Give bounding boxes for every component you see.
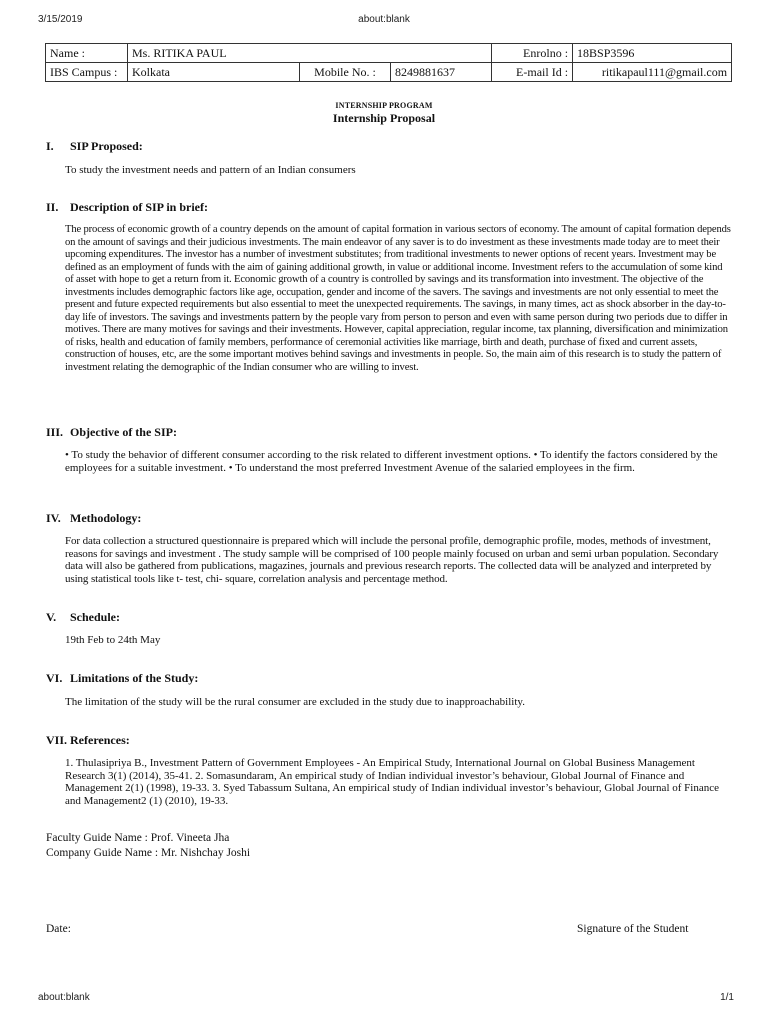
section-number: VI. (46, 671, 63, 685)
faculty-guide-name: Faculty Guide Name : Prof. Vineeta Jha (46, 832, 230, 844)
email-label: E-mail Id : (492, 63, 573, 82)
section-heading (46, 733, 130, 747)
section-body: The limitation of the study will be the rural consumer are excluded in the study due to inapproachability. (65, 696, 525, 708)
section-title: SIP Proposed: (70, 139, 143, 153)
name-value: Ms. RITIKA PAUL (128, 44, 492, 63)
proposal-title: Internship Proposal (332, 111, 436, 125)
name-label: Name : (46, 44, 128, 63)
section-heading (46, 139, 143, 153)
section-body: 19th Feb to 24th May (65, 634, 161, 646)
company-guide-name: Company Guide Name : Mr. Nishchay Joshi (46, 847, 251, 859)
section-number: II. (46, 200, 59, 214)
section-number: I. (46, 139, 54, 153)
enrolno-label: Enrolno : (492, 44, 573, 63)
print-header (0, 14, 768, 30)
section-title: Objective of the SIP: (70, 425, 177, 439)
mobile-value: 8249881637 (391, 63, 492, 82)
section-number: IV. (46, 511, 61, 525)
section-title: Methodology: (70, 511, 142, 525)
section-heading (46, 610, 120, 624)
student-info-row-1 (46, 44, 732, 63)
program-label: INTERNSHIP PROGRAM (335, 101, 433, 110)
page-number: 1/1 (720, 992, 734, 1003)
section-number: V. (46, 610, 57, 624)
section-number: III. (46, 425, 64, 439)
section-heading (46, 200, 208, 214)
print-footer (0, 992, 768, 1008)
student-info-row-2 (46, 63, 732, 82)
section-body: To study the investment needs and pattern of an Indian consumers (65, 164, 356, 176)
section-number: VII. (46, 733, 68, 747)
mobile-label: Mobile No. : (300, 63, 391, 82)
signature-label: Signature of the Student (577, 923, 689, 935)
section-title: Description of SIP in brief: (70, 200, 208, 214)
print-date: 3/15/2019 (38, 14, 83, 25)
section-title: References: (70, 733, 130, 747)
section-body: 1. Thulasipriya B., Investment Pattern of Government Employees - An Empirical Study, International Journal on Global Business Management Research 3(1) (2014), 35-41. 2. Somasundaram, An empirical study of Indian individual investor’s behaviour, Global Journal of Finance and Management 2(1) (1998), 19-33. 3. Syed Tabassum Sultana, An empirical study of Indian individual investor’s behaviour, Global Journal of Finance and Management2 (1) (2010), 19-33. (65, 757, 719, 807)
section-heading (46, 671, 198, 685)
section-body: • To study the behavior of different consumer according to the risk related to different investment options. • To identify the factors considered by the employees for a suitable investment. • To understand the most preferred Investment Avenue of the salaried employees in the firm. (65, 449, 718, 474)
section-title: Schedule: (70, 610, 121, 624)
section-body: For data collection a structured questionnaire is prepared which will include the personal profile, demographic profile, modes, methods of investment, reasons for savings and investment . The study sample will be comprised of 100 people mainly focused on urban and semi urban population. Secondary data will also be gathered from publications, magazines, journals and previous research reports. The collected data will be analyzed and interpreted by using statistical tools like t- test, chi- square, correlation analysis and percentage method. (65, 535, 719, 585)
date-label: Date: (46, 923, 71, 935)
enrolno-value: 18BSP3596 (573, 44, 732, 63)
student-info-table (45, 43, 732, 82)
print-url: about:blank (358, 14, 410, 25)
section-heading (46, 511, 141, 525)
campus-value: Kolkata (128, 63, 300, 82)
section-heading (46, 425, 177, 439)
email-value: ritikapaul111@gmail.com (573, 63, 732, 82)
campus-label: IBS Campus : (46, 63, 128, 82)
section-title: Limitations of the Study: (70, 671, 199, 685)
footer-url: about:blank (38, 992, 90, 1003)
section-body: The process of economic growth of a country depends on the amount of capital formation in various sectors of economy. The amount of capital formation depends on the amount of savings and their judicious investments. The main endeavor of any saver is to do investment as these investments made today are to meet their upcoming expenditures. The investor has a number of investment substitutes; from traditional investments to newer options of recent years. Investment may be defined as an employment of funds with the aim of gaining additional growth, in value or additional income. Investment refers to the accumulation of some kind of asset with hope to get a return from it. Economic growth of a country is controlled by savings and its transformation into investment. The objective of the investments includes demographic factors like age, occupation, gender and income of the savers. The savings and investments are not only essential to meet the present and future expected requirements but also essential to meet the unexpected requirements. The savings, in many times, act as shock absorber in the day-to-day life of investors. The savings and investments pattern by the people vary from person to person and even with same person during two periods due to differ in motives. There are many motives for savings and their investments. However, capital appreciation, regular income, tax planning, diversification and minimization of risks, health and education of family members, performance of ceremonial activities like marriage, birth and death, purchase of fixed and current assets, construction of houses, etc, are the some important motives behind savings and investments in people. So, the main aim of this research is to study the pattern of investment relating the demographic of the Indian consumer who are willing to invest. (65, 224, 731, 374)
